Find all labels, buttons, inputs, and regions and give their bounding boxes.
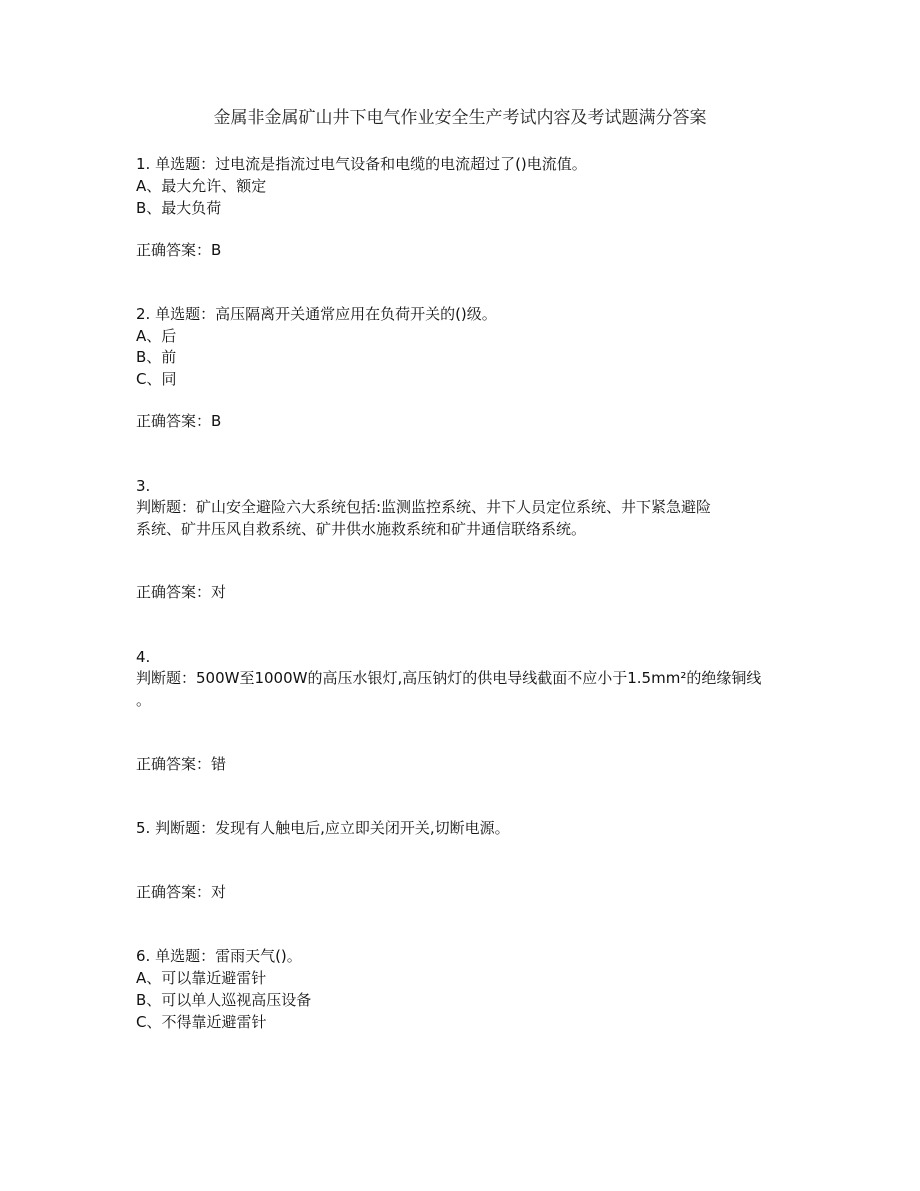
option-b: B、前	[136, 348, 177, 366]
correct-answer: 正确答案：错	[136, 755, 227, 773]
question-stem: 2. 单选题：高压隔离开关通常应用在负荷开关的()级。	[136, 305, 497, 323]
question-stem: 1. 单选题：过电流是指流过电气设备和电缆的电流超过了()电流值。	[136, 155, 587, 173]
question-stem-line-1: 判断题：500W至1000W的高压水银灯,高压钠灯的供电导线截面不应小于1.5mm²的绝缘铜线	[136, 669, 762, 687]
option-c: C、同	[136, 370, 177, 388]
document-title: 金属非金属矿山井下电气作业安全生产考试内容及考试题满分答案	[213, 108, 707, 128]
option-c: C、不得靠近避雷针	[136, 1013, 267, 1031]
question-stem-line-2: 。	[136, 691, 152, 709]
question-number: 3.	[136, 477, 151, 495]
question-stem: 6. 单选题：雷雨天气()。	[136, 947, 302, 965]
question-number: 4.	[136, 648, 151, 666]
correct-answer: 正确答案：B	[136, 241, 222, 259]
question-stem-line-2: 系统、矿井压风自救系统、矿井供水施救系统和矿井通信联络系统。	[136, 520, 587, 538]
question-stem-line-1: 判断题：矿山安全避险六大系统包括:监测监控系统、井下人员定位系统、井下紧急避险	[136, 498, 712, 516]
option-b: B、最大负荷	[136, 199, 222, 217]
option-a: A、最大允许、额定	[136, 177, 267, 195]
question-stem: 5. 判断题：发现有人触电后,应立即关闭开关,切断电源。	[136, 819, 510, 837]
correct-answer: 正确答案：对	[136, 883, 227, 901]
correct-answer: 正确答案：对	[136, 583, 227, 601]
option-a: A、后	[136, 327, 177, 345]
option-b: B、可以单人巡视高压设备	[136, 991, 312, 1009]
option-a: A、可以靠近避雷针	[136, 969, 267, 987]
correct-answer: 正确答案：B	[136, 412, 222, 430]
